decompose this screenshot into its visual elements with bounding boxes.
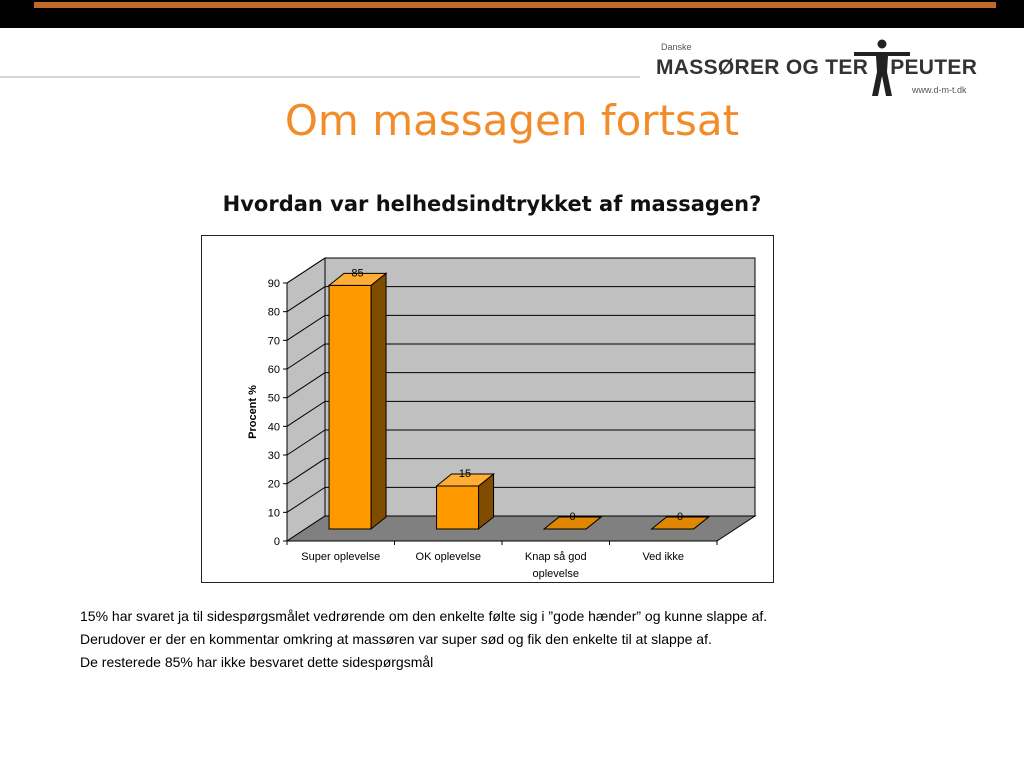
- y-tick-label: 50: [267, 392, 280, 405]
- x-tick-label: OK oplevelse: [415, 551, 481, 563]
- bar-side: [371, 273, 386, 529]
- y-tick-label: 70: [267, 335, 280, 348]
- logo-main-text: [656, 56, 977, 80]
- chart-title: Hvordan var helhedsindtrykket af massagen?: [222, 192, 762, 216]
- y-tick-label: 0: [273, 536, 280, 548]
- y-tick-label: 20: [267, 478, 280, 491]
- y-tick-label: 60: [267, 364, 280, 376]
- logo-small-text: Danske: [661, 42, 692, 52]
- logo-main-part1: MASSØRER OG TER: [656, 56, 869, 79]
- bar: [437, 486, 479, 529]
- data-label: 15: [458, 468, 472, 480]
- notes: [80, 605, 980, 674]
- logo-main-part2: PEUTER: [890, 56, 978, 79]
- person-figure-icon: [852, 38, 912, 98]
- y-tick-label: 40: [267, 421, 280, 434]
- y-tick-label: 30: [267, 450, 280, 462]
- data-label: 0: [569, 511, 576, 523]
- y-tick-label: 80: [267, 306, 280, 319]
- x-tick-label: Knap så god oplevelse: [524, 551, 587, 580]
- bar: [329, 285, 371, 529]
- note-line-1: 15% har svaret ja til sidespørgsmålet vedrørende om den enkelte følte sig i ”gode hænder” og kunne slappe af.: [80, 608, 768, 624]
- x-tick-label: Super oplevelse: [301, 551, 381, 563]
- top-bar-accent: [34, 2, 996, 8]
- x-tick-label: Ved ikke: [642, 551, 685, 563]
- chart-frame: [201, 235, 774, 583]
- logo-url: www.d-m-t.dk: [912, 85, 967, 95]
- y-tick-label: 90: [267, 278, 280, 290]
- chart-back-wall: [325, 258, 755, 516]
- bar-chart: [202, 236, 773, 582]
- y-tick-label: 10: [267, 507, 280, 520]
- header-divider: [0, 76, 640, 78]
- note-line-3: De resterede 85% har ikke besvaret dette sidespørgsmål: [80, 654, 434, 670]
- chart-side-wall: [287, 258, 325, 541]
- data-label: 85: [351, 267, 364, 280]
- data-label: 0: [676, 511, 684, 523]
- logo: [656, 38, 1001, 100]
- page-title: Om massagen fortsat: [284, 96, 740, 145]
- y-axis-label: Procent %: [247, 385, 259, 439]
- note-line-2: Derudover er der en kommentar omkring at massøren var super sød og fik den enkelte til at slappe af.: [80, 631, 712, 647]
